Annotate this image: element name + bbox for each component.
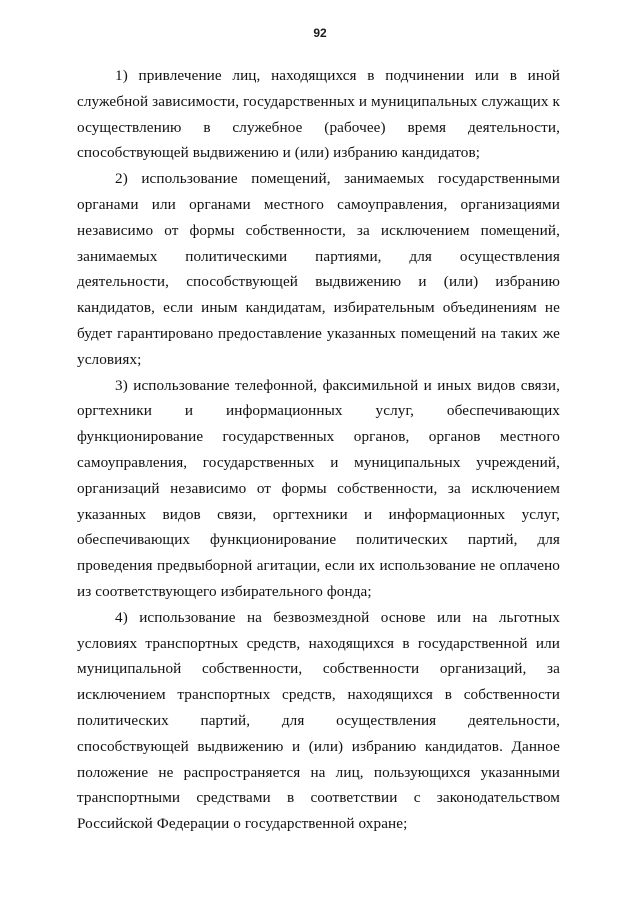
paragraph-item-1: 1) привлечение лиц, находящихся в подчинении или в иной служебной зависимости, государственных и муниципальных служащих к осуществлению в служебное (рабочее) время деятельности, способствующей выдвижению и (или) избранию кандидатов; <box>77 67 560 162</box>
paragraph-item-2: 2) использование помещений, занимаемых государственными органами или органами местного самоуправления, организациями независимо от формы собственности, за исключением помещений, занимаемых политическими партиями, для осуществления деятельности, способствующей выдвижению и (или) избранию кандидатов, если иным кандидатам, избирательным объединениям не будет гарантировано предоставление указанных помещений на таких же условиях; <box>77 170 560 368</box>
page-number: 92 <box>313 26 327 40</box>
paragraph-item-3: 3) использование телефонной, факсимильной и иных видов связи, оргтехники и информационных услуг, обеспечивающих функционирование государственных органов, органов местного самоуправления, государственных и муниципальных учреждений, организаций независимо от формы собственности, за исключением указанных видов связи, оргтехники и информационных услуг, обеспечивающих функционирование политических партий, для проведения предвыборной агитации, если их использование не оплачено из соответствующего избирательного фонда; <box>77 376 560 600</box>
document-body <box>77 63 560 837</box>
paragraph-item-4: 4) использование на безвозмездной основе или на льготных условиях транспортных средств, находящихся в государственной или муниципальной собственности, собственности организаций, за исключением транспортных средств, находящихся в собственности политических партий, для осуществления деятельности, способствующей выдвижению и (или) избранию кандидатов. Данное положение не распространяется на лиц, пользующихся указанными транспортными средствами в соответствии с законодательством Российской Федерации о государственной охране; <box>77 608 560 833</box>
